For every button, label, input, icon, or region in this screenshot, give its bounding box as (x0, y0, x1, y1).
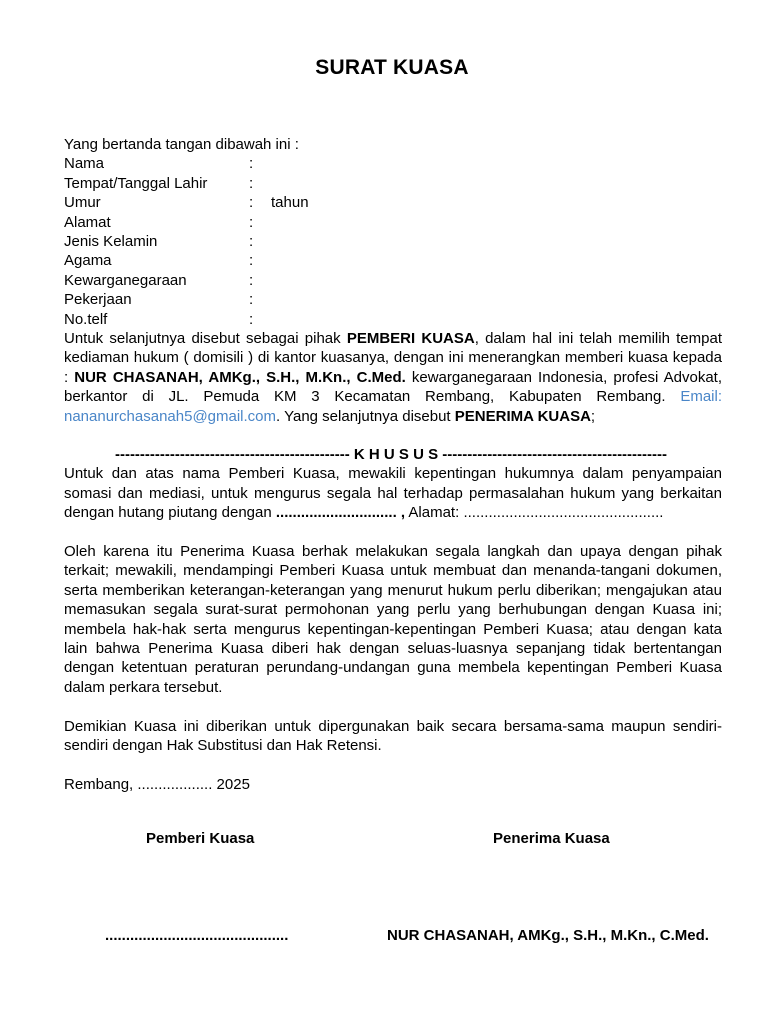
field-colon: : (249, 194, 254, 212)
para1-text-5: ; (590, 407, 596, 425)
para2-text-2: Alamat: ................................................ (405, 504, 664, 522)
field-colon: : (249, 310, 254, 328)
field-label: Agama (64, 252, 112, 270)
field-no-telf (64, 310, 722, 329)
khusus-heading: ----------------------------------------------- K H U S U S --------------------------------------------- (114, 445, 668, 463)
field-colon: : (249, 252, 254, 270)
paragraph-pemberi-kuasa (64, 329, 722, 426)
receiver-signature-name: NUR CHASANAH, AMKg., S.H., M.Kn., C.Med. (387, 927, 709, 944)
field-colon: : (249, 155, 254, 173)
para1-text-1: Untuk selanjutnya disebut sebagai pihak (64, 329, 347, 347)
field-label: No.telf (64, 310, 108, 328)
intro-line: Yang bertanda tangan dibawah ini : (64, 136, 299, 153)
field-alamat (64, 213, 722, 232)
field-label: Kewarganegaraan (64, 271, 187, 289)
giver-signature-label: Pemberi Kuasa (146, 830, 255, 847)
counterparty-blank: ............................. , (275, 504, 406, 522)
field-colon: : (249, 213, 254, 231)
field-value: tahun (271, 194, 309, 212)
field-colon: : (249, 291, 254, 309)
email-link[interactable]: Email: nananurchasanah5@gmail.com (64, 388, 722, 425)
field-colon: : (249, 174, 254, 192)
field-umur (64, 193, 722, 212)
para1-text-2: , dalam hal ini telah memilih tempat kediaman hukum ( domisili ) di kantor kuasanya, dengan ini menerangkan memberi kuasa kepada : (64, 329, 722, 386)
document-title: SURAT KUASA (315, 56, 469, 79)
field-label: Jenis Kelamin (64, 232, 158, 250)
field-agama (64, 251, 722, 270)
paragraph-closing: Demikian Kuasa ini diberikan untuk dipergunakan baik secara bersama-sama maupun sendiri-sendiri dengan Hak Substitusi dan Hak Retensi. (64, 717, 722, 755)
field-label: Alamat (64, 213, 111, 231)
paragraph-khusus (64, 464, 722, 522)
receiver-name-inline: NUR CHASANAH, AMKg., S.H., M.Kn., C.Med. (74, 368, 406, 386)
field-tempat-tanggal-lahir (64, 174, 722, 193)
field-nama (64, 154, 722, 173)
identity-fields (64, 154, 722, 329)
place-date: Rembang, .................. 2025 (64, 775, 250, 793)
pemberi-kuasa-term: PEMBERI KUASA (346, 329, 475, 347)
field-label: Pekerjaan (64, 291, 132, 309)
document-body (64, 135, 722, 794)
giver-signature-name: ............................................ (105, 927, 289, 944)
field-kewarganegaraan (64, 271, 722, 290)
paragraph-rights: Oleh karena itu Penerima Kuasa berhak melakukan segala langkah dan upaya dengan pihak terkait; mewakili, mendampingi Pemberi Kuasa untuk membuat dan menanda-tangani dokumen, serta memberikan keterangan-keterangan yang menurut hukum perlu diberikan; mengajukan atau memasukan segala surat-surat permohonan yang perlu yang berhubungan dengan Kuasa ini; membela hak-hak serta mengurus kepentingan-kepentingan Pemberi Kuasa; atau dengan kata lain bahwa Penerima Kuasa diberi hak dengan seluas-luasnya sepanjang tidak bertentangan dengan ketentuan peraturan perundang-undangan guna membela kepentingan Pemberi Kuasa dalam perkara tersebut. (64, 542, 722, 696)
field-label: Tempat/Tanggal Lahir (64, 174, 208, 192)
para2-text-1: Untuk dan atas nama Pemberi Kuasa, mewakili kepentingan hukumnya dalam penyampaian somasi dan mediasi, untuk mengurus segala hal terhadap permasalahan hukum yang berkaitan dengan hutang piutang dengan (64, 465, 722, 522)
field-pekerjaan (64, 290, 722, 309)
field-jenis-kelamin (64, 232, 722, 251)
field-colon: : (249, 271, 254, 289)
field-label: Umur (64, 194, 101, 212)
field-label: Nama (64, 155, 105, 173)
receiver-signature-label: Penerima Kuasa (493, 830, 610, 847)
penerima-kuasa-term: PENERIMA KUASA (454, 407, 591, 425)
para1-text-3: kewarganegaraan Indonesia, profesi Advokat, berkantor di JL. Pemuda KM 3 Kecamatan Rembang, Kabupaten Rembang. (64, 368, 723, 406)
para1-text-4: . Yang selanjutnya disebut (276, 407, 455, 425)
field-colon: : (249, 232, 254, 250)
